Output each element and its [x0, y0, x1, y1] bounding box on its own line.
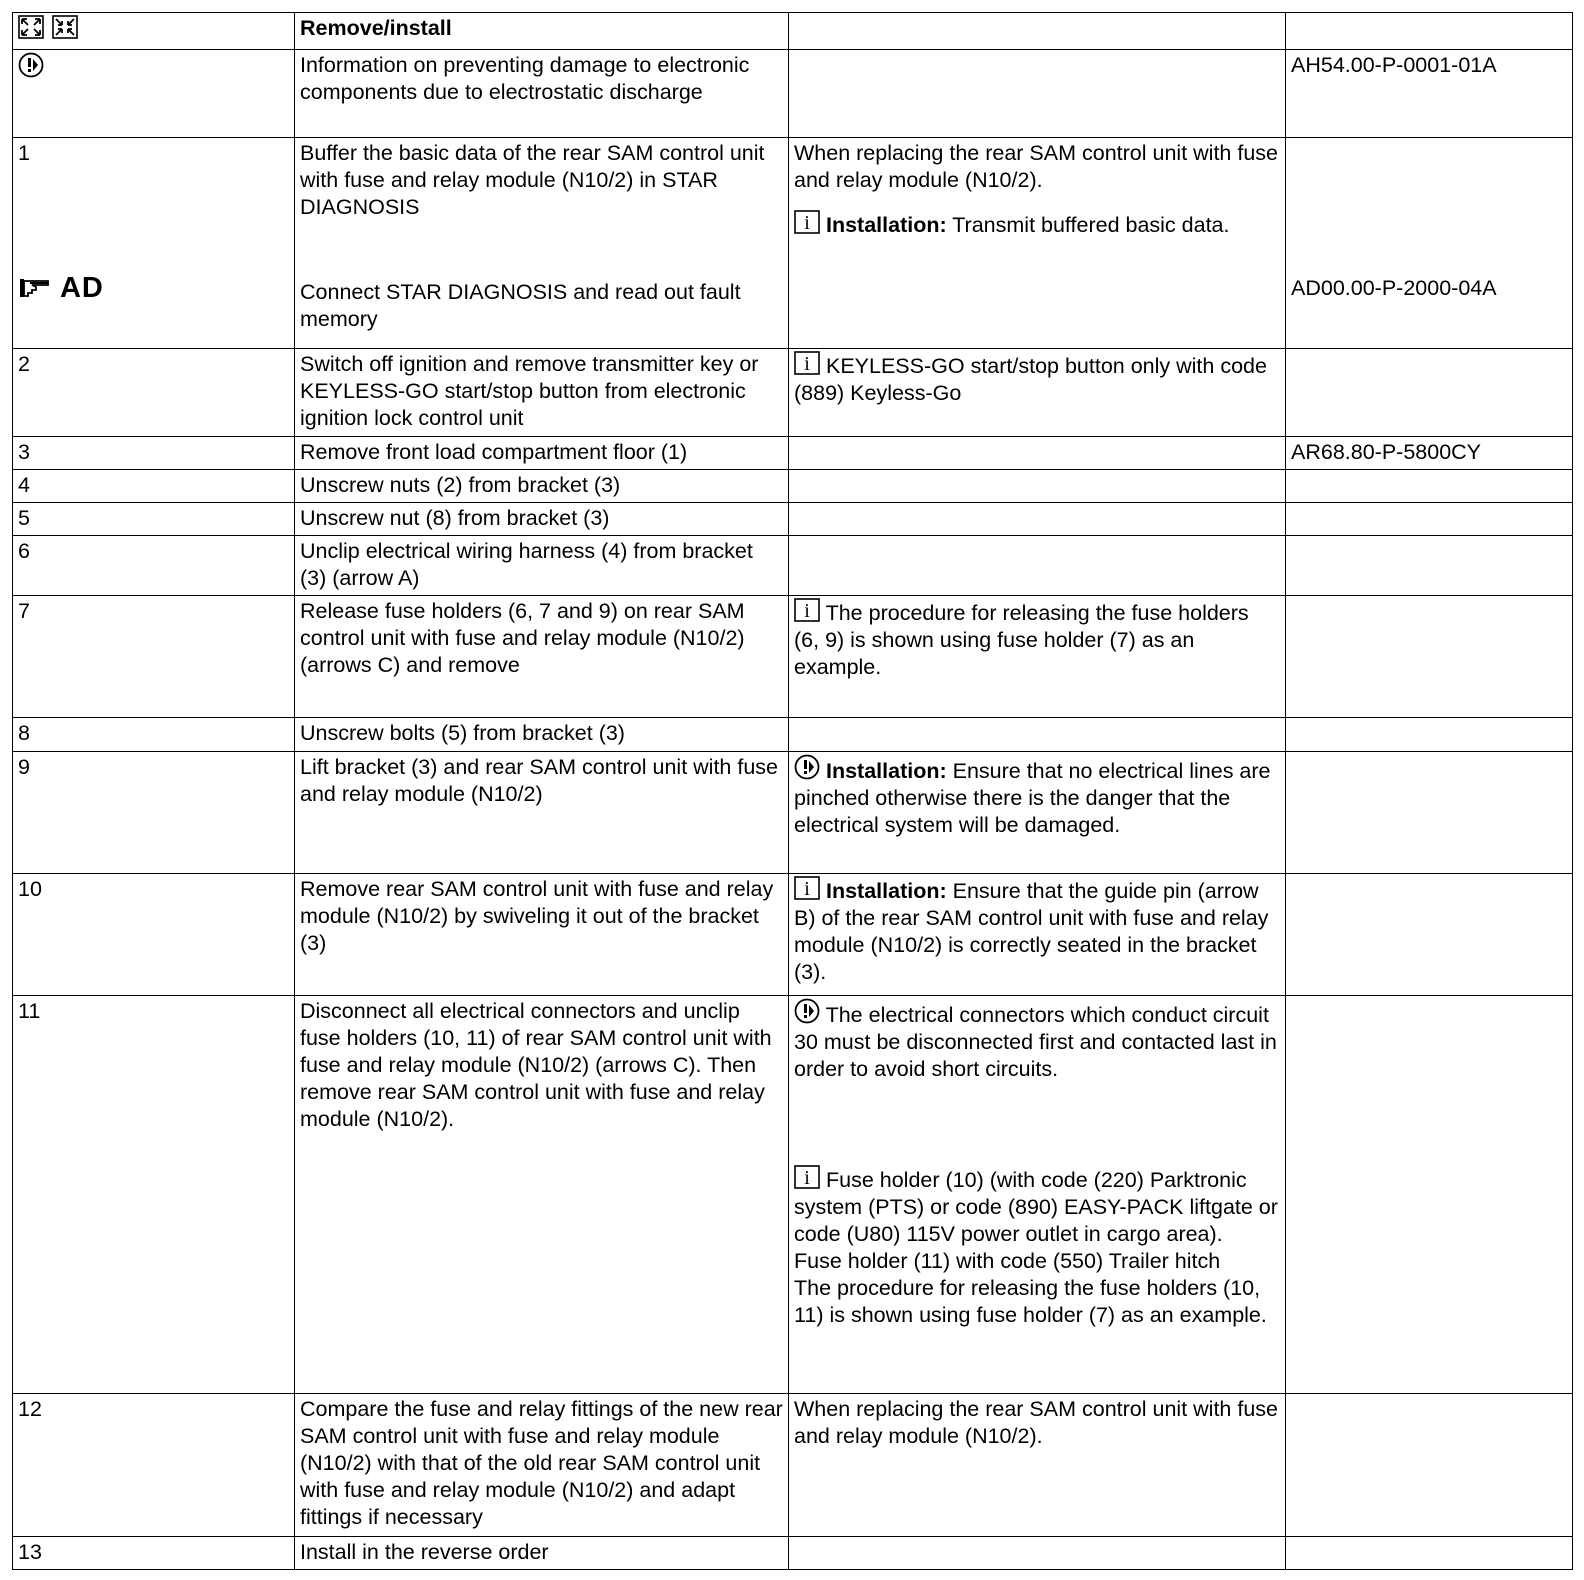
step-ref-cell: [1286, 138, 1573, 349]
step-row-2: [13, 349, 1573, 437]
svg-text:i: i: [804, 212, 810, 234]
warning-text: Information on preventing damage to electronic components due to electrostatic discharge: [295, 50, 789, 138]
collapse-icon[interactable]: [52, 15, 78, 39]
step-note: [789, 1537, 1286, 1570]
step-text: Compare the fuse and relay fittings of the new rear SAM control unit with fuse and relay module (N10/2) with that of the old rear SAM control unit with fuse and relay module (N10/2) and adapt fittings if necessary: [295, 1394, 789, 1537]
ad-text: Connect STAR DIAGNOSIS and read out fault memory: [300, 280, 741, 331]
step-note: [789, 718, 1286, 752]
step-note: [789, 437, 1286, 470]
step-row-8: [13, 718, 1573, 752]
step-number: 12: [13, 1394, 295, 1537]
warning-row: [13, 50, 1573, 138]
header-title: Remove/install: [295, 13, 789, 50]
warning-note: [789, 50, 1286, 138]
step-text: Unscrew nut (8) from bracket (3): [295, 503, 789, 536]
warning-icon: [18, 52, 44, 78]
step-text: Install in the reverse order: [295, 1537, 789, 1570]
step-ref: [1286, 470, 1573, 503]
step-ref[interactable]: AR68.80-P-5800CY: [1286, 437, 1573, 470]
step-note: When replacing the rear SAM control unit with fuse and relay module (N10/2).: [794, 141, 1278, 192]
step-number: 6: [13, 536, 295, 596]
step-row-11: [13, 996, 1573, 1394]
step-ref: [1286, 1394, 1573, 1537]
step-ref: [1286, 536, 1573, 596]
step-note-cell: [789, 874, 1286, 996]
expand-icon[interactable]: [18, 15, 44, 39]
warning-icon-cell: [13, 50, 295, 138]
step-note-cell: [789, 596, 1286, 718]
step-row-5: [13, 503, 1573, 536]
header-empty-2: [1286, 13, 1573, 50]
step-note-3: Fuse holder (11) with code (550) Trailer hitch: [794, 1249, 1221, 1273]
step-text: Unscrew nuts (2) from bracket (3): [295, 470, 789, 503]
step-note-cell: [789, 349, 1286, 437]
info-icon: [794, 1165, 820, 1189]
step-note: [789, 470, 1286, 503]
step-text: Release fuse holders (6, 7 and 9) on rear SAM control unit with fuse and relay module (N10/2) (arrows C) and remove: [295, 596, 789, 718]
svg-text:i: i: [804, 1167, 810, 1189]
step-row-4: [13, 470, 1573, 503]
step-row-3: [13, 437, 1573, 470]
step-note: [789, 503, 1286, 536]
step-row-12: [13, 1394, 1573, 1537]
ad-ref[interactable]: AD00.00-P-2000-04A: [1291, 276, 1497, 300]
step-note-a-text: The procedure for releasing the fuse holders: [825, 601, 1249, 625]
svg-text:i: i: [804, 353, 810, 375]
step-text: Unclip electrical wiring harness (4) from bracket (3) (arrow A): [295, 536, 789, 596]
step-note-4: The procedure for releasing the fuse holders (10, 11) is shown using fuse holder (7) as an example.: [794, 1276, 1267, 1327]
step-text: Unscrew bolts (5) from bracket (3): [295, 718, 789, 752]
svg-text:i: i: [804, 878, 810, 900]
step-number: 1: [18, 141, 30, 165]
installation-label: Installation:: [825, 213, 947, 237]
svg-text:i: i: [804, 600, 810, 622]
installation-text: Ensure that the guide pin (arrow B) of the rear SAM control unit with fuse and relay module (N10/2) is correctly seated in the bracket (3).: [794, 879, 1269, 984]
info-icon: [794, 351, 820, 375]
ad-marker: [18, 272, 289, 304]
step-ref: [1286, 718, 1573, 752]
step-note-cell: [789, 996, 1286, 1394]
step-note-b: (6, 9) is shown using fuse holder (7) as an example.: [794, 628, 1195, 679]
step-text: Switch off ignition and remove transmitter key or KEYLESS-GO start/stop button from electronic ignition lock control unit: [295, 349, 789, 437]
step-note-cell: [789, 752, 1286, 874]
installation-text: Ensure that no electrical lines are pinched otherwise there is the danger that the electrical system will be damaged.: [794, 759, 1271, 837]
step-number: 13: [13, 1537, 295, 1570]
step-note-cell: [789, 138, 1286, 349]
step-row-10: [13, 874, 1573, 996]
step-note-1: [794, 998, 1280, 1083]
step-note-1-text: The electrical connectors which conduct circuit 30 must be disconnected first and contacted last in order to avoid short circuits.: [794, 1003, 1277, 1081]
step-number: 2: [13, 349, 295, 437]
installation-label: Installation:: [825, 759, 947, 783]
step-note-2: [794, 1165, 1280, 1248]
step-row-1: [13, 138, 1573, 349]
step-row-7: [13, 596, 1573, 718]
step-row-6: [13, 536, 1573, 596]
step-ref: [1286, 874, 1573, 996]
step-note: KEYLESS-GO start/stop button only with code (889) Keyless-Go: [794, 354, 1267, 405]
info-icon: [794, 876, 820, 900]
step-text: Remove front load compartment floor (1): [295, 437, 789, 470]
step-ref: [1286, 596, 1573, 718]
step-number: 11: [13, 996, 295, 1394]
step-note: When replacing the rear SAM control unit with fuse and relay module (N10/2).: [789, 1394, 1286, 1537]
info-icon: [794, 210, 820, 234]
step-row-9: [13, 752, 1573, 874]
procedure-table: [12, 12, 1573, 1570]
step-number: 10: [13, 874, 295, 996]
step-ref: [1286, 503, 1573, 536]
step-text: Lift bracket (3) and rear SAM control unit with fuse and relay module (N10/2): [295, 752, 789, 874]
step-number: 8: [13, 718, 295, 752]
step-number-cell: [13, 138, 295, 349]
step-ref: [1286, 1537, 1573, 1570]
step-ref: [1286, 349, 1573, 437]
warning-icon: [794, 998, 820, 1024]
installation-note: [794, 210, 1280, 239]
header-icons-cell: [13, 13, 295, 50]
step-number: 9: [13, 752, 295, 874]
step-note-2-text: Fuse holder (10) (with code (220) Parktronic system (PTS) or code (890) EASY-PACK liftgate or code (U80) 115V power outlet in cargo area).: [794, 1168, 1278, 1246]
step-note-a: [794, 598, 1280, 627]
step-text: Buffer the basic data of the rear SAM control unit with fuse and relay module (N10/2) in STAR DIAGNOSIS: [300, 141, 765, 219]
step-text: Disconnect all electrical connectors and unclip fuse holders (10, 11) of rear SAM control unit with fuse and relay module (N10/2) (arrows C). Then remove rear SAM control unit with fuse and relay module (N10/2).: [295, 996, 789, 1394]
step-text: Remove rear SAM control unit with fuse and relay module (N10/2) by swiveling it out of the bracket (3): [295, 874, 789, 996]
warning-icon: [794, 754, 820, 780]
header-empty-1: [789, 13, 1286, 50]
step-note: [789, 536, 1286, 596]
step-text-cell: [295, 138, 789, 349]
step-number: 5: [13, 503, 295, 536]
step-ref: [1286, 752, 1573, 874]
step-row-13: [13, 1537, 1573, 1570]
installation-text: Transmit buffered basic data.: [946, 213, 1230, 237]
info-icon: [794, 598, 820, 622]
step-number: 7: [13, 596, 295, 718]
header-row: [13, 13, 1573, 50]
pointing-hand-icon: [18, 277, 54, 299]
installation-label: Installation:: [825, 879, 947, 903]
step-ref: [1286, 996, 1573, 1394]
ad-label: AD: [59, 272, 104, 304]
warning-ref[interactable]: AH54.00-P-0001-01A: [1286, 50, 1573, 138]
step-number: 3: [13, 437, 295, 470]
step-number: 4: [13, 470, 295, 503]
